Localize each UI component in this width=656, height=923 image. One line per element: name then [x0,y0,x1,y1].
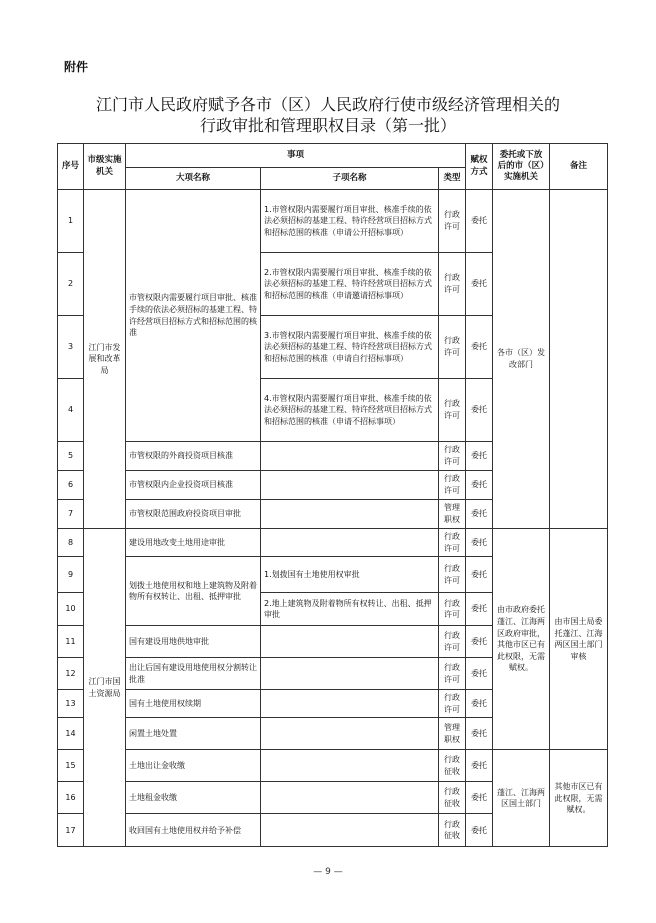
grant-cell: 委托 [466,690,493,718]
header-row-1 [58,144,608,168]
header-seq: 序号 [58,144,84,190]
header-delegated-agency: 委托或下放后的市（区）实施机关 [493,144,550,190]
main-item: 出让后国有建设用地使用权分割转让批准 [126,658,261,690]
delegated-agency-land: 由市政府委托蓬江、江海两区政府审批，其他市区已有此权限，无需赋权。 [493,529,550,750]
attachment-label: 附件 [64,60,89,74]
grant-cell: 委托 [466,316,493,379]
type-cell: 行政许可 [439,529,466,557]
seq-number: 12 [58,658,84,690]
grant-cell: 委托 [466,718,493,750]
grant-cell: 委托 [466,782,493,814]
type-cell: 行政许可 [439,442,466,471]
sub-item: 2.地上建筑物及附着物所有权转让、出租、抵押审批 [261,593,439,626]
seq-number: 14 [58,718,84,750]
grant-cell: 委托 [466,500,493,529]
grant-cell: 委托 [466,190,493,253]
seq-number: 2 [58,253,84,316]
main-item: 收回国有土地使用权并给予补偿 [126,814,261,847]
delegated-agency-dev: 各市（区）发改部门 [493,190,550,529]
delegated-agency-land-levy: 蓬江、江海两区国土部门 [493,750,550,847]
seq-number: 5 [58,442,84,471]
type-cell: 管理职权 [439,718,466,750]
grant-cell: 委托 [466,442,493,471]
sub-item [261,471,439,500]
sub-item: 1.市管权限内需要履行项目审批、核准手续的依法必须招标的基建工程、特许经营项目招标方式和招标范围的核准（申请公开招标事项） [261,190,439,253]
header-type: 类型 [439,168,466,190]
seq-number: 3 [58,316,84,379]
grant-cell: 委托 [466,529,493,557]
seq-number: 10 [58,593,84,626]
remarks-land-levy: 其他市区已有此权限，无需赋权。 [550,750,608,847]
type-cell: 行政许可 [439,690,466,718]
type-cell: 行政许可 [439,253,466,316]
main-item: 土地租金收缴 [126,782,261,814]
header-main-item: 大项名称 [126,168,261,190]
seq-number: 6 [58,471,84,500]
document-title-line-1: 江门市人民政府赋予各市（区）人民政府行使市级经济管理相关的 [95,95,560,114]
type-cell: 行政许可 [439,626,466,658]
sub-item [261,442,439,471]
main-item: 市管权限内需要履行项目审批、核准手续的依法必须招标的基建工程、特许经营项目招标方式和招标范围的核准 [126,190,261,442]
main-item: 闲置土地处置 [126,718,261,750]
seq-number: 17 [58,814,84,847]
type-cell: 管理职权 [439,500,466,529]
sub-item: 3.市管权限内需要履行项目审批、核准手续的依法必须招标的基建工程、特许经营项目招标方式和招标范围的核准（申请自行招标事项） [261,316,439,379]
grant-cell: 委托 [466,750,493,782]
sub-item [261,690,439,718]
type-cell: 行政征收 [439,782,466,814]
sub-item [261,658,439,690]
main-item: 划拨土地使用权和地上建筑物及附着物所有权转让、出租、抵押审批 [126,557,261,626]
header-sub-item: 子项名称 [261,168,439,190]
grant-cell: 委托 [466,557,493,593]
sub-item: 4.市管权限内需要履行项目审批、核准手续的依法必须招标的基建工程、特许经营项目招标方式和招标范围的核准（申请不招标事项） [261,379,439,442]
type-cell: 行政征收 [439,814,466,847]
type-cell: 行政许可 [439,379,466,442]
seq-number: 1 [58,190,84,253]
grant-cell: 委托 [466,658,493,690]
seq-number: 11 [58,626,84,658]
sub-item [261,529,439,557]
seq-number: 4 [58,379,84,442]
table-row [58,750,608,782]
table-row [58,529,608,557]
sub-item [261,782,439,814]
seq-number: 7 [58,500,84,529]
seq-number: 15 [58,750,84,782]
grant-cell: 委托 [466,626,493,658]
type-cell: 行政征收 [439,750,466,782]
seq-number: 9 [58,557,84,593]
type-cell: 行政许可 [439,593,466,626]
sub-item [261,750,439,782]
main-item: 建设用地改变土地用途审批 [126,529,261,557]
seq-number: 8 [58,529,84,557]
type-cell: 行政许可 [439,557,466,593]
header-remarks: 备注 [550,144,608,190]
main-item: 市管权限的外商投资项目核准 [126,442,261,471]
sub-item [261,814,439,847]
main-item: 市管权限内企业投资项目核准 [126,471,261,500]
header-matter: 事项 [126,144,466,168]
remarks-land: 由市国土局委托蓬江、江海两区国土部门审核 [550,529,608,750]
type-cell: 行政许可 [439,316,466,379]
sub-item: 1.划拨国有土地使用权审批 [261,557,439,593]
sub-item [261,500,439,529]
type-cell: 行政许可 [439,471,466,500]
sub-item [261,718,439,750]
main-item: 土地出让金收缴 [126,750,261,782]
seq-number: 13 [58,690,84,718]
main-item: 国有建设用地供地审批 [126,626,261,658]
remarks-dev [550,190,608,529]
grant-cell: 委托 [466,253,493,316]
authority-catalog-table [57,143,608,847]
header-agency: 市级实施机关 [84,144,126,190]
agency-land: 江门市国土资源局 [84,529,126,847]
document-title-line-2: 行政审批和管理职权目录（第一批） [199,116,456,135]
agency-dev: 江门市发展和改革局 [84,190,126,529]
page-number: — 9 — [313,867,343,877]
grant-cell: 委托 [466,593,493,626]
grant-cell: 委托 [466,814,493,847]
sub-item: 2.市管权限内需要履行项目审批、核准手续的依法必须招标的基建工程、特许经营项目招标方式和招标范围的核准（申请邀请招标事项） [261,253,439,316]
seq-number: 16 [58,782,84,814]
grant-cell: 委托 [466,379,493,442]
table-row [58,190,608,253]
header-grant-method: 赋权方式 [466,144,493,190]
type-cell: 行政许可 [439,658,466,690]
grant-cell: 委托 [466,471,493,500]
type-cell: 行政许可 [439,190,466,253]
main-item: 市管权限范围政府投资项目审批 [126,500,261,529]
main-item: 国有土地使用权续期 [126,690,261,718]
sub-item [261,626,439,658]
